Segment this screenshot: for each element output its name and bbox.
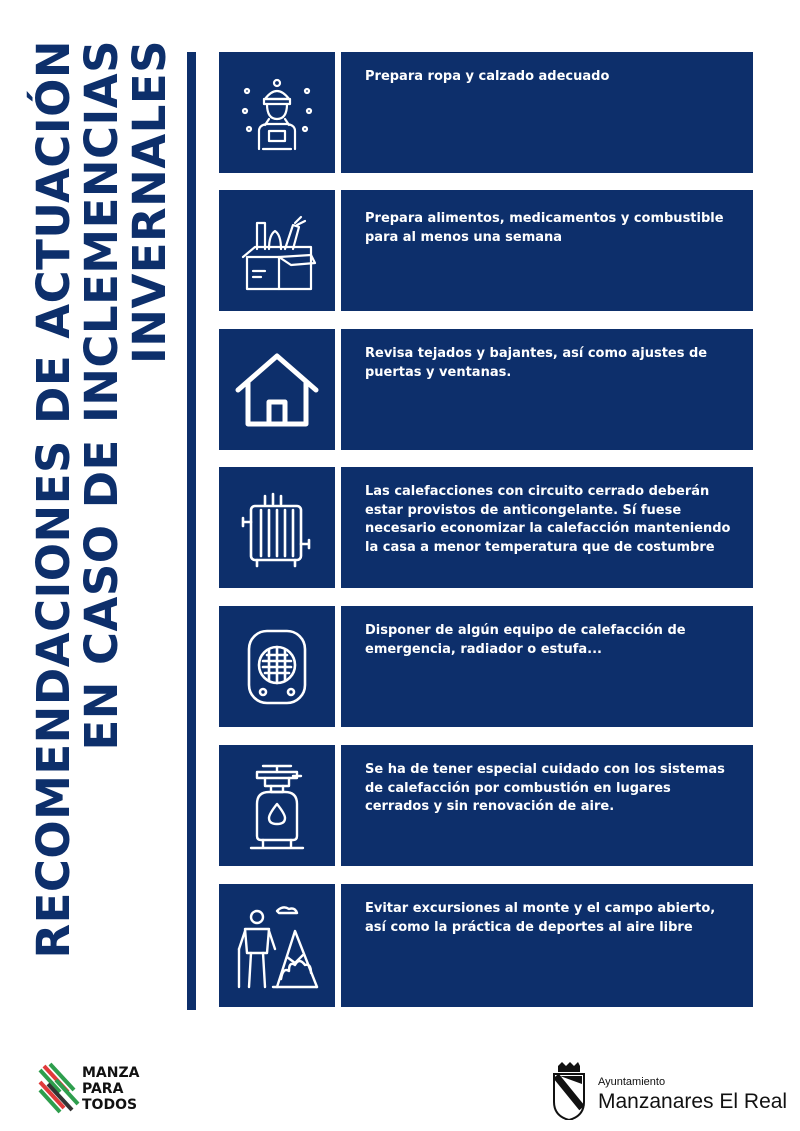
recommendation-card <box>219 190 753 311</box>
manza-para-todos-logo <box>38 1060 168 1120</box>
recommendation-card <box>219 606 753 727</box>
card-divider <box>335 329 341 450</box>
stripes-logo-icon <box>38 1060 82 1116</box>
card-divider <box>335 190 341 311</box>
recommendation-card <box>219 329 753 450</box>
title-line-2: EN CASO DE INCLEMENCIAS <box>75 40 128 751</box>
brand-line: MANZA <box>82 1065 140 1081</box>
recommendation-card <box>219 884 753 1007</box>
title-line-1: RECOMENDACIONES DE ACTUACIÓN <box>27 40 80 959</box>
vertical-bar <box>187 52 196 1010</box>
card-divider <box>335 884 341 1007</box>
card-text: Las calefacciones con circuito cerrado deberán estar provistos de anticongelante. Sí fuese necesario economizar la calefacción manteniendo la casa a menor temperatura que de costumbre <box>365 484 731 555</box>
brand-line: PARA <box>82 1081 124 1097</box>
title-line-3: INVERNALES <box>123 40 176 364</box>
winter-clothing-icon <box>219 52 335 173</box>
hiker-icon <box>219 884 335 1007</box>
card-text: Disponer de algún equipo de calefacción de emergencia, radiador o estufa... <box>365 623 686 657</box>
page-title <box>27 40 190 1015</box>
gas-bottle-icon <box>219 745 335 866</box>
card-divider <box>335 467 341 588</box>
ayuntamiento-label: Ayuntamiento <box>598 1076 666 1088</box>
card-text: Prepara alimentos, medicamentos y combustible para al menos una semana <box>365 211 724 245</box>
radiator-icon <box>219 467 335 588</box>
card-divider <box>335 745 341 866</box>
recommendation-card <box>219 467 753 588</box>
ayuntamiento-logo <box>550 1062 788 1122</box>
card-text: Revisa tejados y bajantes, así como ajustes de puertas y ventanas. <box>365 346 708 380</box>
card-divider <box>335 606 341 727</box>
house-icon <box>219 329 335 450</box>
card-divider <box>335 52 341 173</box>
card-text: Evitar excursiones al monte y el campo abierto, así como la práctica de deportes al aire libre <box>365 901 716 935</box>
coat-of-arms-icon <box>550 1062 588 1120</box>
recommendation-card <box>219 745 753 866</box>
card-text: Se ha de tener especial cuidado con los sistemas de calefacción por combustión en lugares cerrados y sin renovación de aire. <box>365 762 725 814</box>
recommendation-card <box>219 52 753 173</box>
heater-icon <box>219 606 335 727</box>
municipality-name: Manzanares El Real <box>598 1090 788 1113</box>
card-text: Prepara ropa y calzado adecuado <box>365 69 610 84</box>
brand-text <box>82 1065 139 1113</box>
food-box-icon <box>219 190 335 311</box>
brand-line: TODOS <box>82 1097 138 1113</box>
